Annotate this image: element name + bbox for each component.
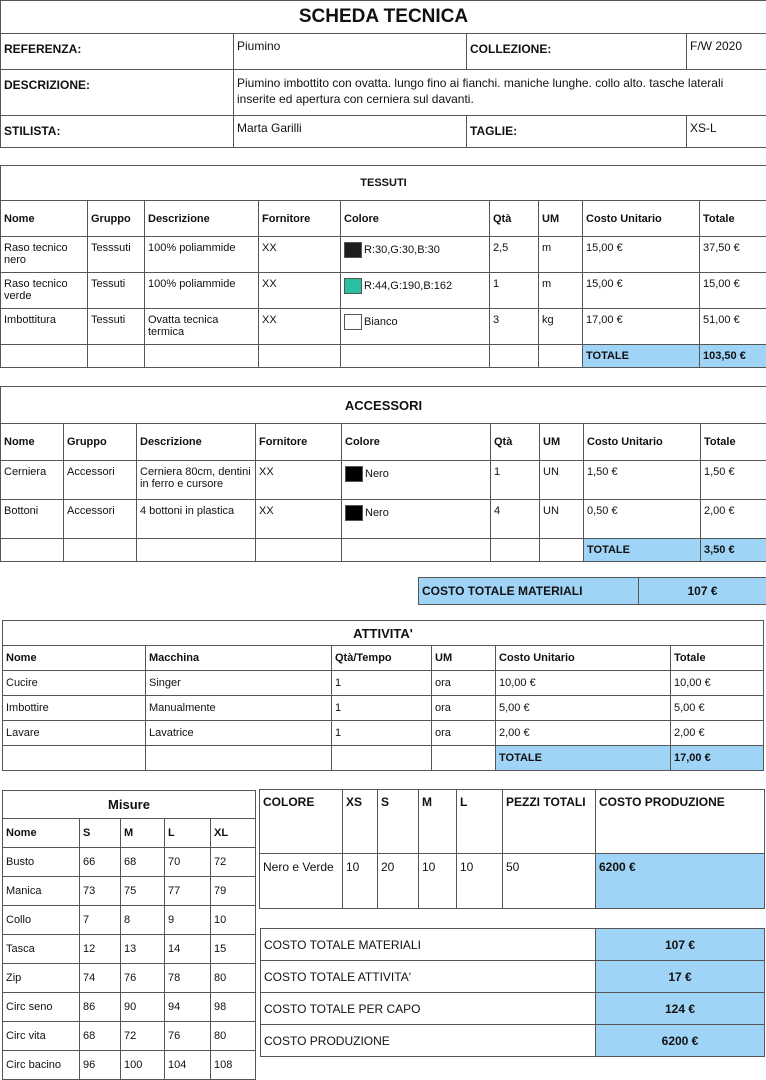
col-header: M: [419, 790, 457, 854]
col-header: PEZZI TOTALI: [503, 790, 596, 854]
col-header: Descrizione: [137, 424, 256, 461]
table-row: [3, 877, 256, 906]
col-header: L: [457, 790, 503, 854]
cell-m: 76: [121, 964, 165, 993]
cell-nome: Collo: [3, 906, 80, 935]
cell-costo: 15,00 €: [583, 237, 700, 273]
stilista-value: Marta Garilli: [234, 116, 467, 148]
color-swatch: [344, 314, 362, 330]
attivita-table: [2, 620, 764, 771]
summary-value: 124 €: [596, 993, 765, 1025]
summary-label: COSTO PRODUZIONE: [261, 1025, 596, 1057]
table-row: [1, 500, 766, 539]
cell-nome: Bottoni: [1, 500, 64, 539]
cell-colore: [342, 500, 491, 539]
cell-nome: Imbottitura: [1, 309, 88, 345]
collezione-value: F/W 2020: [687, 34, 766, 70]
cell-costo: 15,00 €: [583, 273, 700, 309]
cell-m: 68: [121, 848, 165, 877]
col-header: UM: [540, 424, 584, 461]
table-row: [3, 1051, 256, 1080]
cell-qta: 1: [332, 721, 432, 746]
cell-fornitore: XX: [259, 309, 341, 345]
cell-qta: 1: [332, 671, 432, 696]
accessori-title: ACCESSORI: [1, 387, 766, 424]
cell-nome: Manica: [3, 877, 80, 906]
cell-um: ora: [432, 696, 496, 721]
table-row: [3, 1022, 256, 1051]
cell-um: ora: [432, 721, 496, 746]
cell-l: 76: [165, 1022, 211, 1051]
summary-row: [261, 993, 765, 1025]
cell-totale: 2,00 €: [701, 500, 766, 539]
cell-colore: [342, 461, 491, 500]
cell-gruppo: Accessori: [64, 461, 137, 500]
cell-nome: Circ bacino: [3, 1051, 80, 1080]
color-swatch: [344, 278, 362, 294]
page-title: SCHEDA TECNICA: [1, 1, 766, 34]
cell-costo: 2,00 €: [496, 721, 671, 746]
table-row: [1, 461, 766, 500]
cell-um: m: [539, 237, 583, 273]
cell-nome: Busto: [3, 848, 80, 877]
color-swatch: [345, 466, 363, 482]
cell-s: 7: [80, 906, 121, 935]
col-header: Qtà: [490, 201, 539, 237]
color-swatch: [344, 242, 362, 258]
stilista-label: STILISTA:: [1, 116, 234, 148]
cell-totale: 5,00 €: [671, 696, 764, 721]
cell-qta: 1: [491, 461, 540, 500]
col-header: XS: [343, 790, 378, 854]
summary-value: 17 €: [596, 961, 765, 993]
col-header: Nome: [1, 201, 88, 237]
table-row: [1, 273, 766, 309]
color-label: Nero: [365, 467, 389, 480]
cell-totale: 10,00 €: [671, 671, 764, 696]
color-label: R:44,G:190,B:162: [364, 279, 453, 292]
summary-row: [261, 929, 765, 961]
cell-nome: Cerniera: [1, 461, 64, 500]
col-header: Nome: [3, 819, 80, 848]
table-row: [260, 854, 765, 909]
costo-materiali-table: [418, 577, 766, 605]
cell-s: 12: [80, 935, 121, 964]
col-header: Colore: [342, 424, 491, 461]
cell-m: 90: [121, 993, 165, 1022]
cell-l: 14: [165, 935, 211, 964]
col-header: Totale: [700, 201, 766, 237]
cell-m: 8: [121, 906, 165, 935]
col-header: Costo Unitario: [583, 201, 700, 237]
color-label: R:30,G:30,B:30: [364, 243, 440, 256]
tessuti-total-label: TOTALE: [583, 345, 700, 368]
misure-table: [2, 790, 256, 1080]
accessori-total-value: 3,50 €: [701, 539, 766, 562]
cell-descrizione: Ovatta tecnica termica: [145, 309, 259, 345]
cell-nome: Lavare: [3, 721, 146, 746]
col-header: Gruppo: [64, 424, 137, 461]
cell-costo: 1,50 €: [584, 461, 701, 500]
cell-colore: [341, 309, 490, 345]
misure-title: Misure: [3, 791, 256, 819]
cell-xl: 80: [211, 964, 256, 993]
cell-xl: 98: [211, 993, 256, 1022]
cell-fornitore: XX: [256, 461, 342, 500]
cell-colore: [341, 273, 490, 309]
tessuti-title: TESSUTI: [1, 166, 766, 201]
tessuti-table: [0, 165, 766, 368]
attivita-total-label: TOTALE: [496, 746, 671, 771]
table-row: [3, 964, 256, 993]
table-row: [3, 935, 256, 964]
table-row: [3, 696, 764, 721]
cell-s: 73: [80, 877, 121, 906]
cell-xl: 80: [211, 1022, 256, 1051]
col-header: COSTO PRODUZIONE: [596, 790, 765, 854]
cell-qta: 1: [490, 273, 539, 309]
costo-materiali-value: 107 €: [639, 578, 766, 605]
header-table: [0, 0, 766, 148]
cell-costo: 0,50 €: [584, 500, 701, 539]
cell-l: 10: [457, 854, 503, 909]
produzione-table: [259, 789, 765, 909]
cell-descrizione: Cerniera 80cm, dentini in ferro e cursore: [137, 461, 256, 500]
taglie-label: TAGLIE:: [467, 116, 687, 148]
cell-colore: [341, 237, 490, 273]
cell-um: UN: [540, 461, 584, 500]
collezione-label: COLLEZIONE:: [467, 34, 687, 70]
cell-fornitore: XX: [256, 500, 342, 539]
cell-xl: 79: [211, 877, 256, 906]
color-swatch: [345, 505, 363, 521]
table-row: [3, 721, 764, 746]
col-header: L: [165, 819, 211, 848]
col-header: Gruppo: [88, 201, 145, 237]
accessori-total-label: TOTALE: [584, 539, 701, 562]
tessuti-total-value: 103,50 €: [700, 345, 766, 368]
cell-s: 74: [80, 964, 121, 993]
cell-nome: Circ vita: [3, 1022, 80, 1051]
costo-materiali-label: COSTO TOTALE MATERIALI: [419, 578, 639, 605]
cell-xl: 108: [211, 1051, 256, 1080]
cell-gruppo: Tessuti: [88, 273, 145, 309]
referenza-value: Piumino: [234, 34, 467, 70]
cell-s: 96: [80, 1051, 121, 1080]
riepilogo-table: [260, 928, 765, 1057]
cell-nome: Circ seno: [3, 993, 80, 1022]
col-header: XL: [211, 819, 256, 848]
cell-costo: 10,00 €: [496, 671, 671, 696]
cell-m: 100: [121, 1051, 165, 1080]
col-header: Macchina: [146, 646, 332, 671]
cell-nome: Tasca: [3, 935, 80, 964]
cell-m: 72: [121, 1022, 165, 1051]
col-header: Fornitore: [256, 424, 342, 461]
cell-l: 104: [165, 1051, 211, 1080]
table-row: [1, 309, 766, 345]
referenza-label: REFERENZA:: [1, 34, 234, 70]
cell-pezzi: 50: [503, 854, 596, 909]
cell-totale: 37,50 €: [700, 237, 766, 273]
table-row: [3, 993, 256, 1022]
accessori-table: [0, 386, 766, 562]
summary-label: COSTO TOTALE PER CAPO: [261, 993, 596, 1025]
cell-l: 78: [165, 964, 211, 993]
col-header: S: [378, 790, 419, 854]
cell-m: 75: [121, 877, 165, 906]
cell-nome: Zip: [3, 964, 80, 993]
summary-row: [261, 961, 765, 993]
table-row: [1, 237, 766, 273]
color-label: Bianco: [364, 315, 398, 328]
cell-s: 68: [80, 1022, 121, 1051]
cell-l: 70: [165, 848, 211, 877]
cell-descrizione: 100% poliammide: [145, 237, 259, 273]
col-header: UM: [539, 201, 583, 237]
cell-costo: 5,00 €: [496, 696, 671, 721]
col-header: M: [121, 819, 165, 848]
col-header: Nome: [3, 646, 146, 671]
cell-s: 66: [80, 848, 121, 877]
cell-qta: 1: [332, 696, 432, 721]
cell-xs: 10: [343, 854, 378, 909]
cell-macchina: Manualmente: [146, 696, 332, 721]
attivita-total-value: 17,00 €: [671, 746, 764, 771]
cell-macchina: Lavatrice: [146, 721, 332, 746]
col-header: Descrizione: [145, 201, 259, 237]
table-row: [3, 848, 256, 877]
taglie-value: XS-L: [687, 116, 766, 148]
col-header: UM: [432, 646, 496, 671]
cell-m: 13: [121, 935, 165, 964]
cell-totale: 15,00 €: [700, 273, 766, 309]
cell-qta: 4: [491, 500, 540, 539]
cell-l: 9: [165, 906, 211, 935]
cell-descrizione: 100% poliammide: [145, 273, 259, 309]
cell-costo-produzione: 6200 €: [596, 854, 765, 909]
cell-s: 20: [378, 854, 419, 909]
cell-totale: 1,50 €: [701, 461, 766, 500]
cell-l: 94: [165, 993, 211, 1022]
cell-gruppo: Tesssuti: [88, 237, 145, 273]
cell-descrizione: 4 bottoni in plastica: [137, 500, 256, 539]
cell-gruppo: Tessuti: [88, 309, 145, 345]
summary-row: [261, 1025, 765, 1057]
cell-fornitore: XX: [259, 237, 341, 273]
col-header: COLORE: [260, 790, 343, 854]
cell-fornitore: XX: [259, 273, 341, 309]
col-header: Totale: [701, 424, 766, 461]
col-header: Nome: [1, 424, 64, 461]
cell-gruppo: Accessori: [64, 500, 137, 539]
col-header: Qtà/Tempo: [332, 646, 432, 671]
summary-label: COSTO TOTALE MATERIALI: [261, 929, 596, 961]
summary-value: 107 €: [596, 929, 765, 961]
cell-s: 86: [80, 993, 121, 1022]
color-label: Nero: [365, 506, 389, 519]
descrizione-value: Piumino imbottito con ovatta. lungo fino ai fianchi. maniche lunghe. collo alto. tasche laterali inserite ed apertura con cerniera sul davanti.: [234, 70, 766, 116]
col-header: Totale: [671, 646, 764, 671]
cell-qta: 2,5: [490, 237, 539, 273]
cell-costo: 17,00 €: [583, 309, 700, 345]
descrizione-label: DESCRIZIONE:: [1, 70, 234, 116]
cell-nome: Raso tecnico verde: [1, 273, 88, 309]
cell-um: UN: [540, 500, 584, 539]
col-header: S: [80, 819, 121, 848]
table-row: [3, 671, 764, 696]
cell-macchina: Singer: [146, 671, 332, 696]
cell-l: 77: [165, 877, 211, 906]
cell-m: 10: [419, 854, 457, 909]
cell-qta: 3: [490, 309, 539, 345]
cell-nome: Imbottire: [3, 696, 146, 721]
cell-totale: 51,00 €: [700, 309, 766, 345]
cell-xl: 72: [211, 848, 256, 877]
summary-label: COSTO TOTALE ATTIVITA': [261, 961, 596, 993]
col-header: Colore: [341, 201, 490, 237]
cell-xl: 10: [211, 906, 256, 935]
cell-nome: Raso tecnico nero: [1, 237, 88, 273]
cell-um: m: [539, 273, 583, 309]
cell-um: kg: [539, 309, 583, 345]
cell-colore: Nero e Verde: [260, 854, 343, 909]
table-row: [3, 906, 256, 935]
summary-value: 6200 €: [596, 1025, 765, 1057]
cell-um: ora: [432, 671, 496, 696]
attivita-title: ATTIVITA': [3, 621, 764, 646]
cell-totale: 2,00 €: [671, 721, 764, 746]
cell-xl: 15: [211, 935, 256, 964]
col-header: Fornitore: [259, 201, 341, 237]
cell-nome: Cucire: [3, 671, 146, 696]
col-header: Qtà: [491, 424, 540, 461]
col-header: Costo Unitario: [584, 424, 701, 461]
col-header: Costo Unitario: [496, 646, 671, 671]
